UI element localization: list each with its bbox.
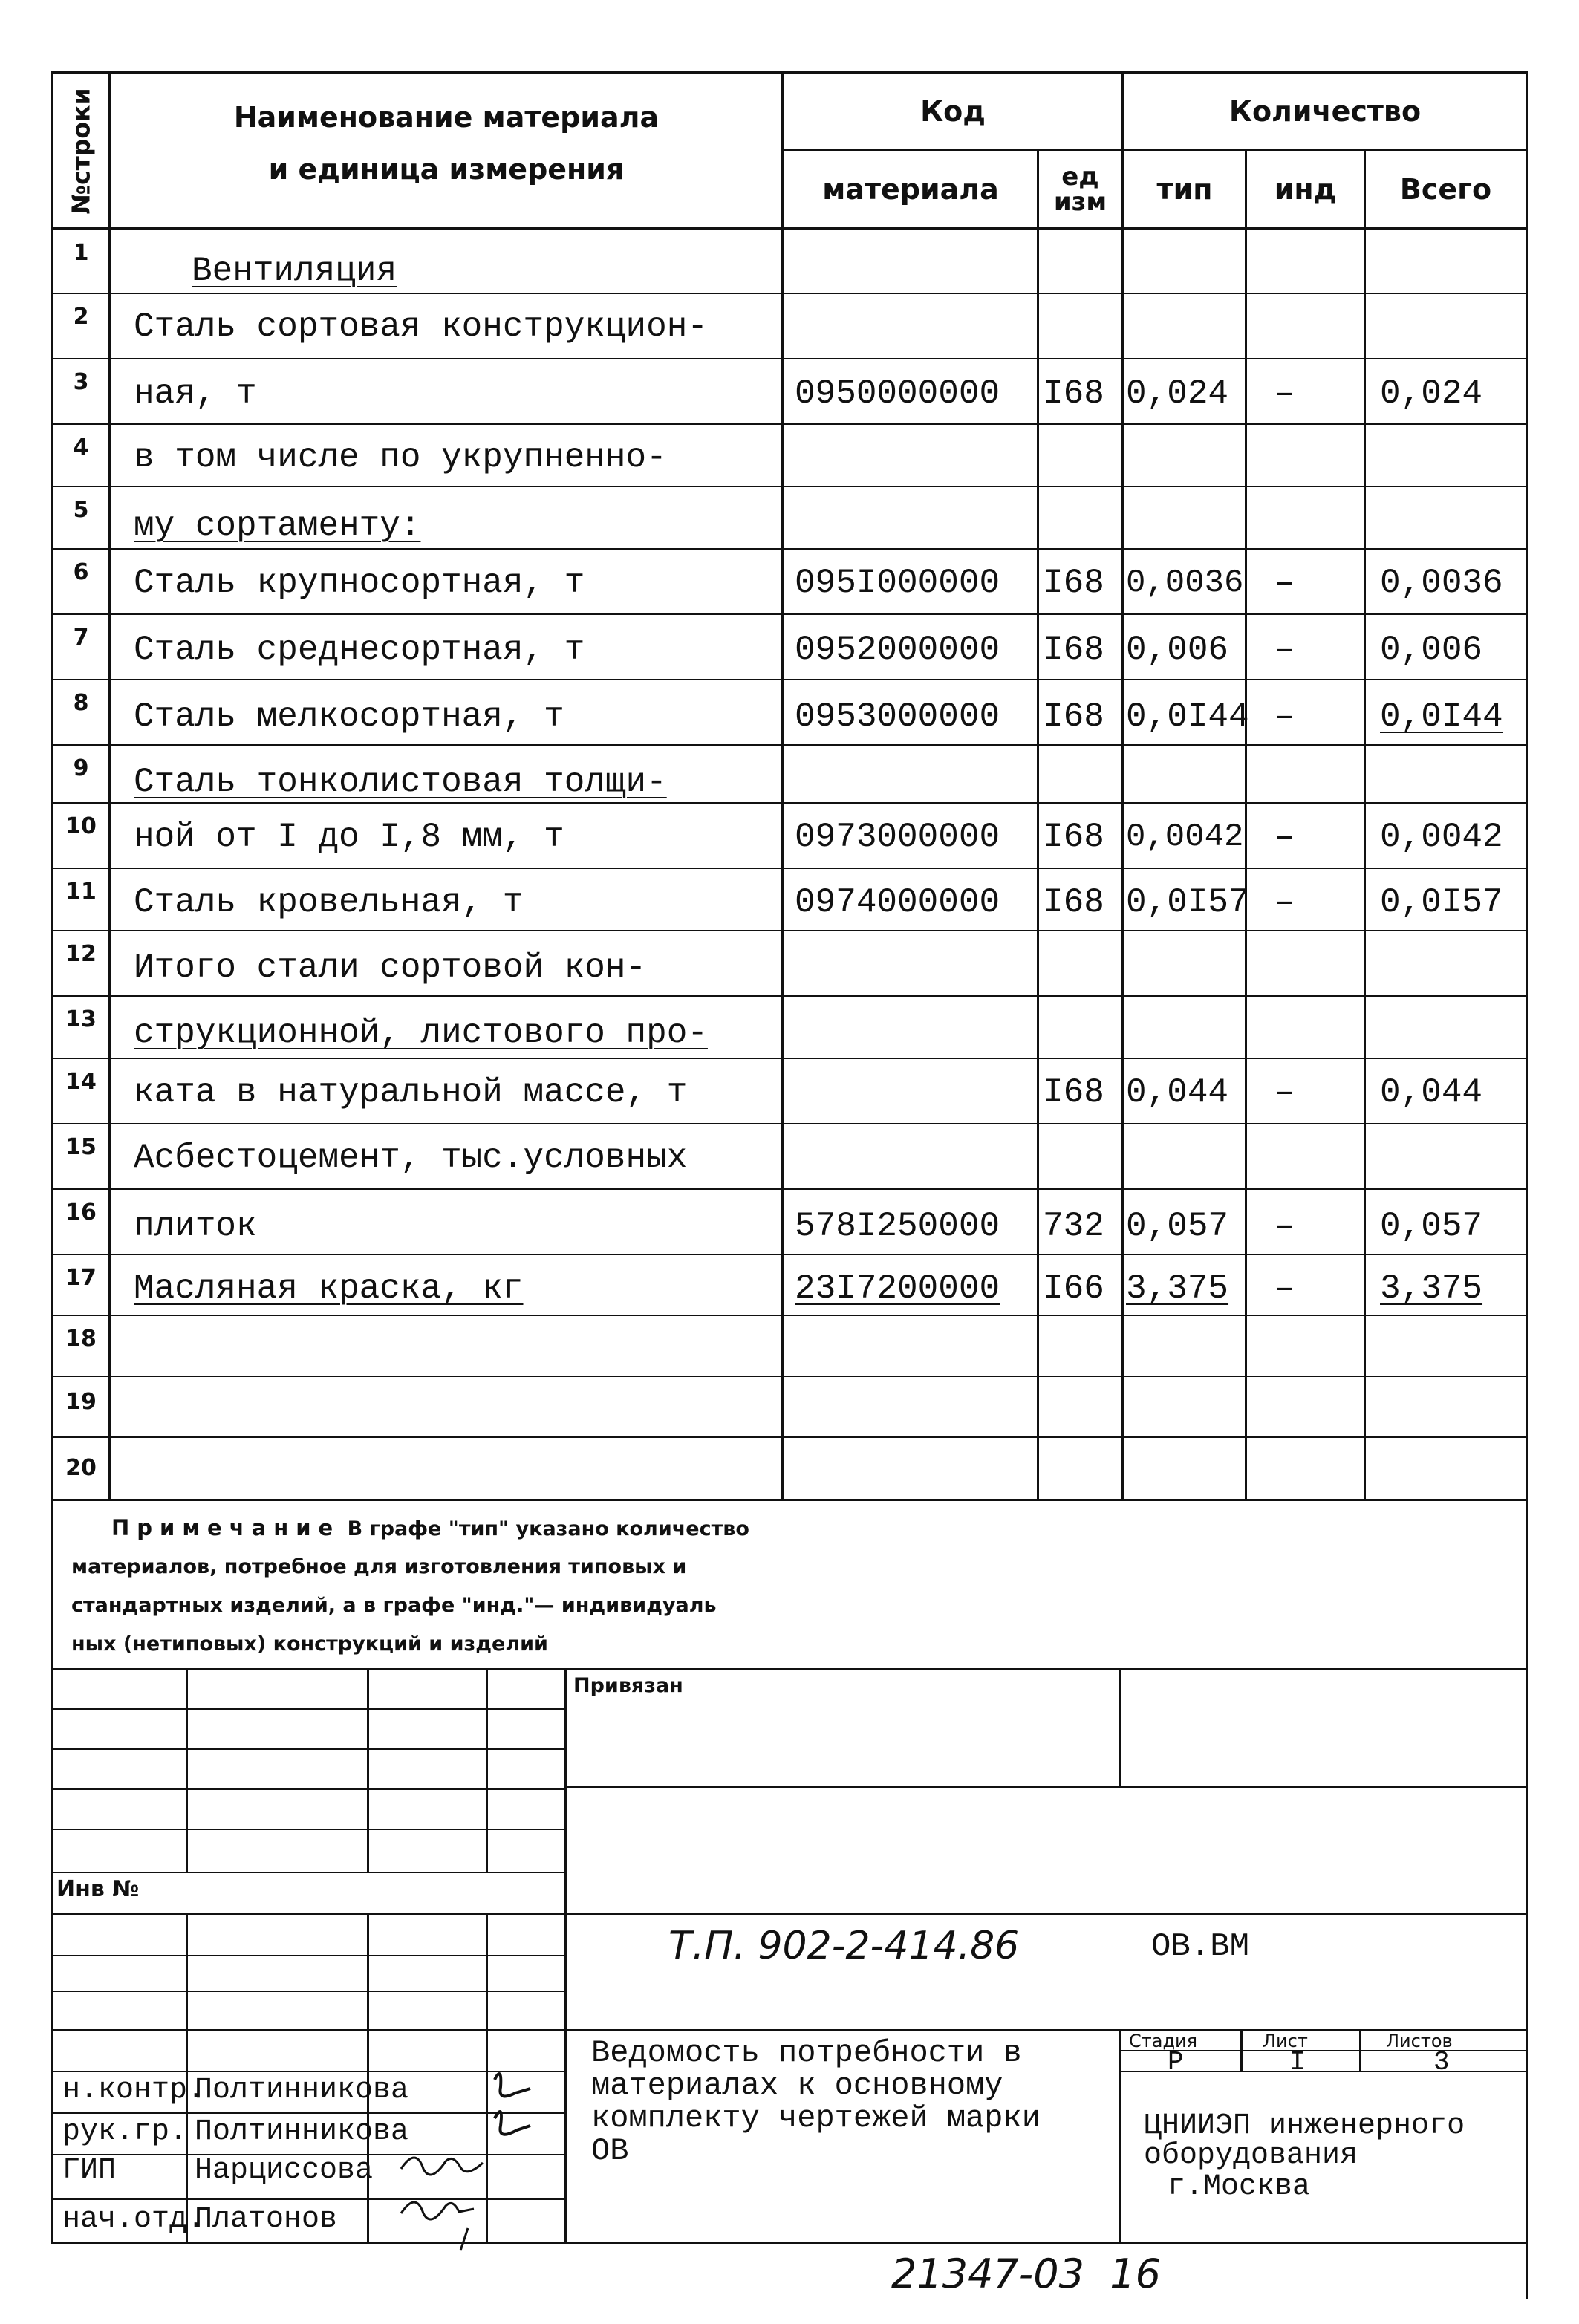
qty-type: 0,024: [1126, 374, 1229, 413]
qty-type: 0,0I57: [1126, 883, 1249, 922]
material-name: Итого стали сортовой кон-: [134, 948, 647, 987]
qty-total: 0,0I44: [1380, 697, 1503, 736]
qty-type: 0,044: [1126, 1073, 1229, 1112]
sheet-label: Лист: [1263, 2031, 1308, 2051]
qty-ind: –: [1274, 697, 1295, 736]
qty-type: 0,0042: [1126, 818, 1244, 856]
unit-code: I68: [1043, 697, 1104, 736]
note-line2: материалов, потребное для изготовления типовых и: [71, 1555, 687, 1578]
doc-title-line4: ОВ: [591, 2133, 629, 2169]
qty-ind: –: [1274, 564, 1295, 602]
material-name: ной от I до I,8 мм, т: [134, 818, 564, 856]
unit-code: 732: [1043, 1207, 1104, 1246]
sheet-value: I: [1289, 2047, 1306, 2077]
signer-name: Полтинникова: [195, 2115, 409, 2149]
row-number: 9: [73, 755, 89, 781]
unit-code: I68: [1043, 883, 1104, 922]
signer-name: Нарциссова: [195, 2154, 374, 2187]
col-header-row-number: №строки: [66, 87, 96, 215]
qty-ind: –: [1274, 883, 1295, 922]
material-code: 0952000000: [795, 631, 1000, 669]
designation-code: ОВ.ВМ: [1151, 1928, 1250, 1965]
row-number: 8: [73, 689, 89, 716]
row-number: 7: [73, 624, 89, 651]
qty-type: 0,0I44: [1126, 697, 1249, 736]
qty-total: 0,0I57: [1380, 883, 1503, 922]
col-header-material: материала: [822, 173, 999, 206]
org-line3: г.Москва: [1168, 2170, 1311, 2204]
stage-value: Р: [1168, 2047, 1184, 2077]
signature-mark: [401, 2202, 474, 2219]
signer-name: Полтинникова: [195, 2074, 409, 2107]
note-prefix: Примечание: [111, 1515, 341, 1540]
unit-code: I68: [1043, 1073, 1104, 1112]
doc-title-line3: комплекту чертежей марки: [591, 2100, 1041, 2136]
footer-number: 21347-03 16: [891, 2250, 1162, 2297]
material-name: Масляная краска, кг: [134, 1269, 524, 1308]
unit-code: I68: [1043, 818, 1104, 856]
doc-title-line1: Ведомость потребности в: [591, 2035, 1022, 2071]
unit-code: I68: [1043, 374, 1104, 413]
material-name: Вентиляция: [192, 252, 397, 290]
signer-role: нач.отд.: [62, 2203, 206, 2236]
material-code: 095I000000: [795, 564, 1000, 602]
qty-ind: –: [1274, 1269, 1295, 1308]
material-name: струкционной, листового про-: [134, 1014, 708, 1052]
stage-label: Стадия: [1129, 2031, 1198, 2051]
row-number: 19: [65, 1388, 97, 1415]
qty-ind: –: [1274, 818, 1295, 856]
qty-type: 0,006: [1126, 631, 1229, 669]
note-line1: В графе "тип" указано количество: [340, 1517, 749, 1540]
material-name: Сталь среднесортная, т: [134, 631, 585, 669]
row-number: 14: [65, 1068, 97, 1095]
row-number: 18: [65, 1325, 97, 1352]
row-number: 11: [65, 878, 97, 905]
col-header-type: тип: [1156, 173, 1213, 206]
row-number: 3: [73, 368, 89, 395]
row-number: 15: [65, 1133, 97, 1160]
qty-ind: –: [1274, 374, 1295, 413]
signer-role: рук.гр.: [62, 2115, 188, 2149]
signature-mark: [460, 2228, 468, 2250]
row-number: 13: [65, 1006, 97, 1032]
qty-total: 0,0042: [1380, 818, 1503, 856]
signer-name: Платонов: [195, 2203, 338, 2236]
signature-marks: [357, 2057, 550, 2258]
material-code: 0950000000: [795, 374, 1000, 413]
qty-ind: –: [1274, 1207, 1295, 1246]
signature-mark: [495, 2112, 530, 2135]
col-header-unit: ед изм: [1053, 162, 1107, 217]
qty-ind: –: [1274, 1073, 1295, 1112]
qty-total: 0,057: [1380, 1207, 1483, 1246]
row-number: 2: [73, 303, 89, 330]
material-name: ная, т: [134, 374, 257, 413]
signer-role: ГИП: [62, 2154, 117, 2187]
note-line4: ных (нетиповых) конструкций и изделий: [71, 1633, 548, 1656]
qty-total: 0,0036: [1380, 564, 1503, 602]
material-name: Сталь кровельная, т: [134, 883, 524, 922]
qty-type: 0,0036: [1126, 564, 1244, 602]
sheets-label: Листов: [1386, 2031, 1453, 2051]
material-code: 0973000000: [795, 818, 1000, 856]
row-number: 1: [73, 239, 89, 266]
qty-total: 3,375: [1380, 1269, 1483, 1308]
material-code: 578I250000: [795, 1207, 1000, 1246]
material-name: ката в натуральной массе, т: [134, 1073, 688, 1112]
unit-code: I68: [1043, 564, 1104, 602]
material-code: 0953000000: [795, 697, 1000, 736]
material-name: Сталь мелкосортная, т: [134, 697, 564, 736]
col-header-code: Код: [920, 95, 986, 128]
col-header-name-line2: и единица измерения: [268, 153, 625, 186]
material-code: 0974000000: [795, 883, 1000, 922]
material-name: в том числе по укрупненно-: [134, 438, 667, 477]
unit-code: I68: [1043, 631, 1104, 669]
row-number: 6: [73, 559, 89, 585]
qty-type: 3,375: [1126, 1269, 1229, 1308]
material-name: Сталь сортовая конструкцион-: [134, 307, 708, 346]
row-number: 12: [65, 940, 97, 967]
material-name: Асбестоцемент, тыс.условных: [134, 1139, 688, 1177]
row-number: 5: [73, 496, 89, 523]
org-line1: ЦНИИЭП инженерного: [1144, 2109, 1465, 2143]
row-number: 20: [65, 1454, 97, 1481]
unit-code: I66: [1043, 1269, 1104, 1308]
row-number: 10: [65, 813, 97, 839]
material-name: Сталь крупносортная, т: [134, 564, 585, 602]
col-header-ind: инд: [1274, 173, 1337, 206]
qty-total: 0,006: [1380, 631, 1483, 669]
org-line2: оборудования: [1144, 2139, 1358, 2172]
inv-number-label: Инв №: [56, 1876, 140, 1902]
qty-ind: –: [1274, 631, 1295, 669]
doc-title-line2: материалах к основному: [591, 2068, 1003, 2103]
material-name: Сталь тонколистовая толщи-: [134, 763, 667, 801]
material-name: плиток: [134, 1207, 257, 1246]
qty-total: 0,044: [1380, 1073, 1483, 1112]
col-header-quantity: Количество: [1228, 95, 1422, 128]
privyazan-label: Привязан: [573, 1674, 683, 1697]
row-number: 16: [65, 1199, 97, 1226]
signature-mark: [401, 2158, 483, 2175]
row-number: 17: [65, 1264, 97, 1291]
material-name: му сортаменту:: [134, 507, 421, 545]
note-line3: стандартных изделий, а в графе "инд."— индивидуаль: [71, 1594, 717, 1617]
row-number: 4: [73, 434, 89, 460]
sheets-value: 3: [1433, 2047, 1450, 2077]
qty-total: 0,024: [1380, 374, 1483, 413]
designation-handwritten: Т.П. 902-2-414.86: [668, 1924, 1020, 1968]
signer-role: н.контр.: [62, 2074, 206, 2107]
col-header-name-line1: Наименование материала: [233, 101, 660, 134]
signature-mark: [495, 2074, 530, 2097]
col-header-total: Всего: [1399, 173, 1492, 206]
qty-type: 0,057: [1126, 1207, 1229, 1246]
material-code: 23I7200000: [795, 1269, 1000, 1308]
